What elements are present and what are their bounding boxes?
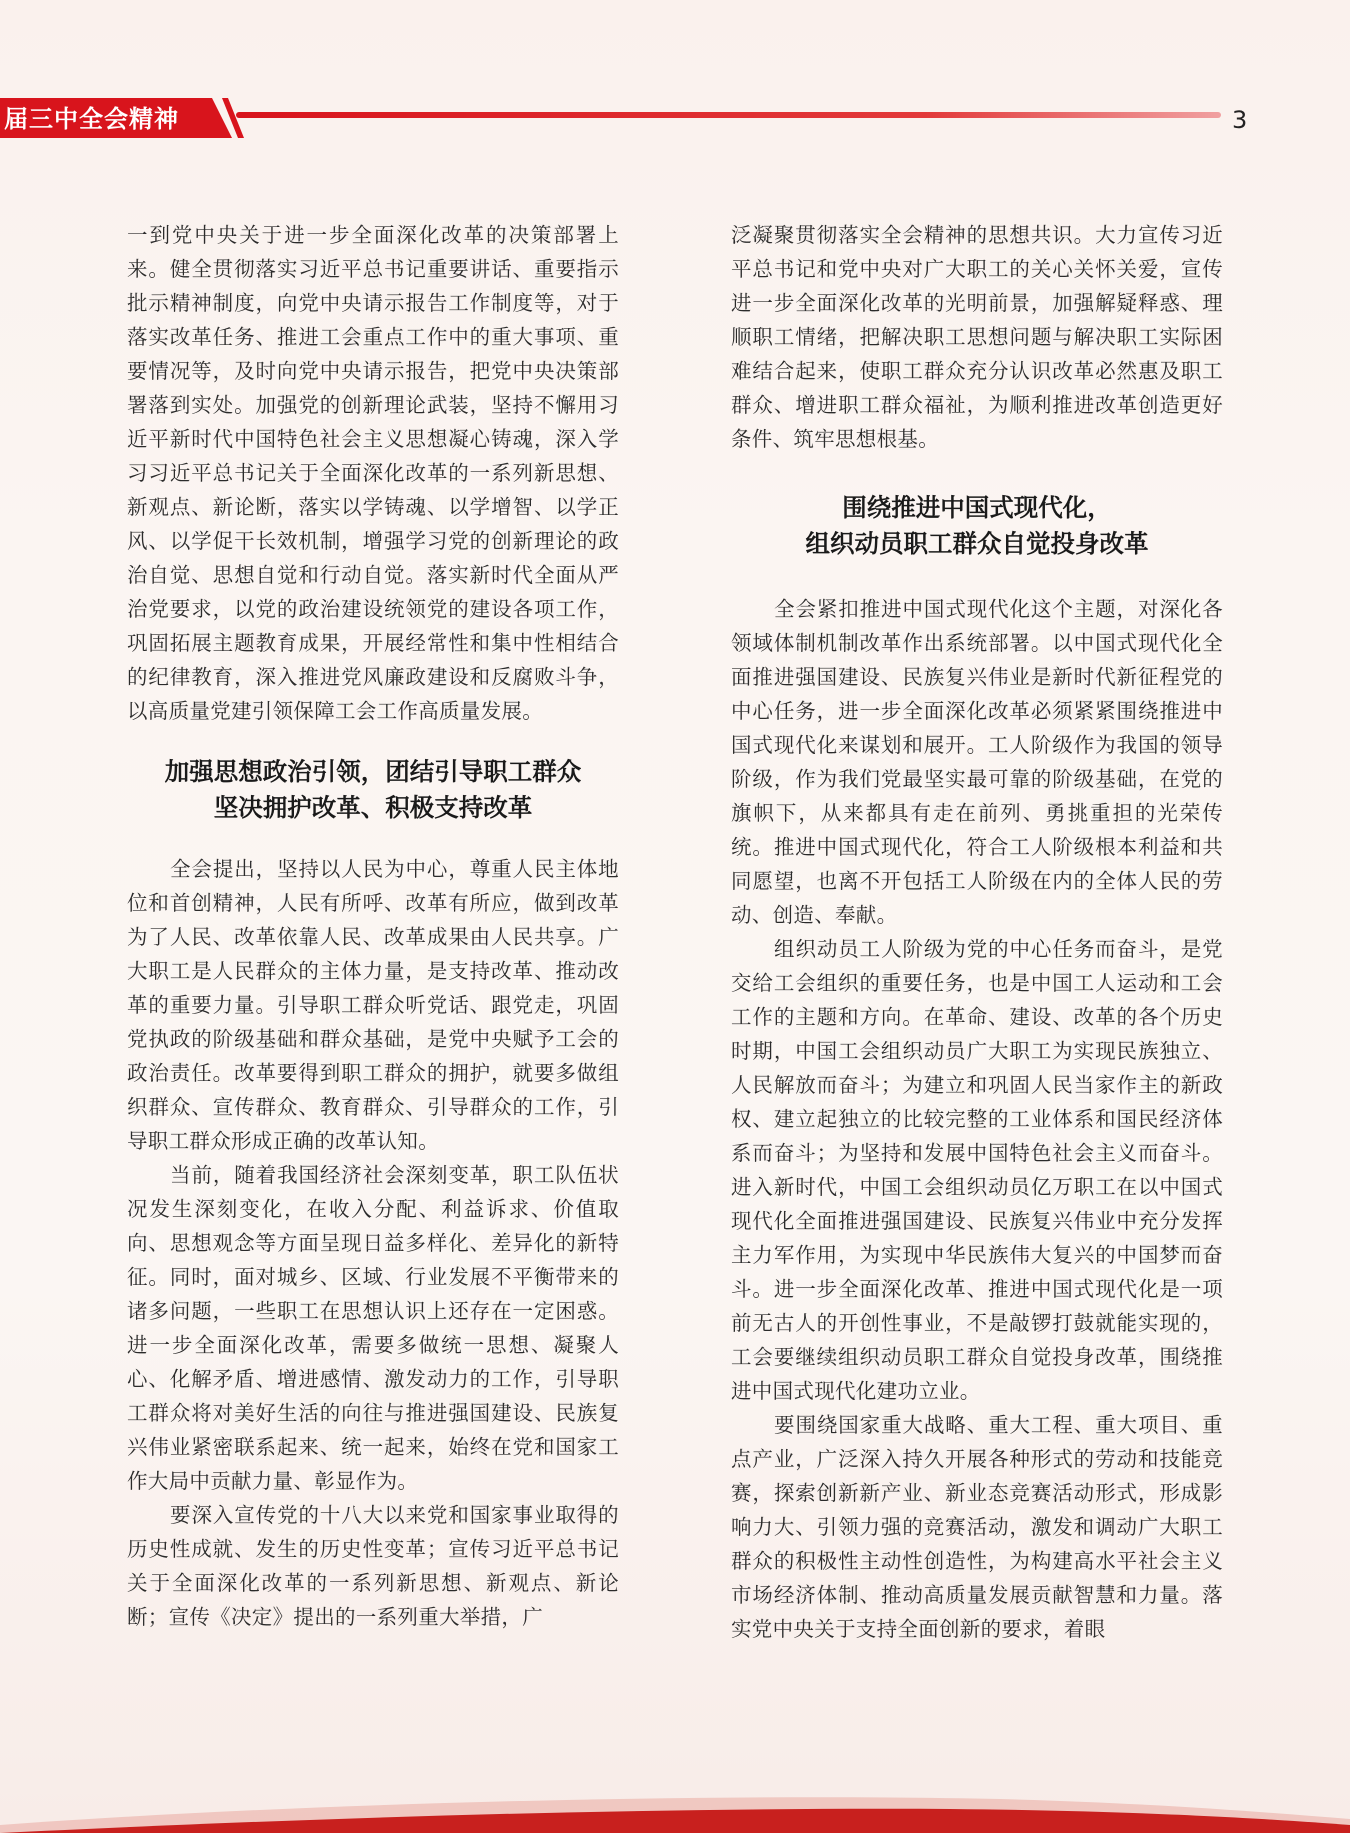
section-heading [731,490,1223,562]
paragraph: 全会紧扣推进中国式现代化这个主题，对深化各领域体制机制改革作出系统部署。以中国式现代化全面推进强国建设、民族复兴伟业是新时代新征程党的中心任务，进一步全面深化改革必须紧紧围绕推进中国式现代化来谋划和展开。工人阶级作为我国的领导阶级，作为我们党最坚实最可靠的阶级基础，在党的旗帜下，从来都具有走在前列、勇挑重担的光荣传统。推进中国式现代化，符合工人阶级根本利益和共同愿望，也离不开包括工人阶级在内的全体人民的劳动、创造、奉献。 [731,597,1223,927]
section-title: 届三中全会精神 [4,105,179,133]
paragraph: 当前，随着我国经济社会深刻变革，职工队伍状况发生深刻变化，在收入分配、利益诉求、价值取向、思想观念等方面呈现日益多样化、差异化的新特征。同时，面对城乡、区域、行业发展不平衡带来的诸多问题，一些职工在思想认识上还存在一定困惑。进一步全面深化改革，需要多做统一思想、凝聚人心、化解矛盾、增进感情、激发动力的工作，引导职工群众将对美好生活的向往与推进强国建设、民族复兴伟业紧密联系起来、统一起来，始终在党和国家工作大局中贡献力量、彰显作为。 [127,1163,619,1493]
paragraph: 要深入宣传党的十八大以来党和国家事业取得的历史性成就、发生的历史性变革；宣传习近平总书记关于全面深化改革的一系列新思想、新观点、新论断；宣传《决定》提出的一系列重大举措，广 [127,1503,619,1629]
paragraph: 要围绕国家重大战略、重大工程、重大项目、重点产业，广泛深入持久开展各种形式的劳动和技能竞赛，探索创新新产业、新业态竞赛活动形式，形成影响力大、引领力强的竞赛活动，激发和调动广大职工群众的积极性主动性创造性，为构建高水平社会主义市场经济体制、推动高质量发展贡献智慧和力量。落实党中央关于支持全面创新的要求，着眼 [731,1413,1223,1641]
heading-line: 加强思想政治引领，团结引导职工群众 [164,757,582,786]
paragraph: 组织动员工人阶级为党的中心任务而奋斗，是党交给工会组织的重要任务，也是中国工人运动和工会工作的主题和方向。在革命、建设、改革的各个历史时期，中国工会组织动员广大职工为实现民族独立、人民解放而奋斗；为建立和巩固人民当家作主的新政权、建立起独立的比较完整的工业体系和国民经济体系而奋斗；为坚持和发展中国特色社会主义而奋斗。进入新时代，中国工会组织动员亿万职工在以中国式现代化全面推进强国建设、民族复兴伟业中充分发挥主力军作用，为实现中华民族伟大复兴的中国梦而奋斗。进一步全面深化改革、推进中国式现代化是一项前无古人的开创性事业，不是敲锣打鼓就能实现的，工会要继续组织动员职工群众自觉投身改革，围绕推进中国式现代化建功立业。 [731,937,1223,1403]
heading-line: 围绕推进中国式现代化， [842,493,1112,522]
heading-line: 坚决拥护改革、积极支持改革 [213,793,533,822]
heading-line: 组织动员职工群众自觉投身改革 [805,529,1149,558]
left-column [127,218,619,1634]
section-heading [127,754,619,826]
header-rule [236,112,1221,118]
paragraph: 一到党中央关于进一步全面深化改革的决策部署上来。健全贯彻落实习近平总书记重要讲话、重要指示批示精神制度，向党中央请示报告工作制度等，对于落实改革任务、推进工会重点工作中的重大事项、重要情况等，及时向党中央请示报告，把党中央决策部署落到实处。加强党的创新理论武装，坚持不懈用习近平新时代中国特色社会主义思想凝心铸魂，深入学习习近平总书记关于全面深化改革的一系列新思想、新观点、新论断，落实以学铸魂、以学增智、以学正风、以学促干长效机制，增强学习党的创新理论的政治自觉、思想自觉和行动自觉。落实新时代全面从严治党要求，以党的政治建设统领党的建设各项工作，巩固拓展主题教育成果，开展经常性和集中性相结合的纪律教育，深入推进党风廉政建设和反腐败斗争，以高质量党建引领保障工会工作高质量发展。 [127,223,619,723]
page-number: 3 [1232,106,1248,134]
paragraph: 全会提出，坚持以人民为中心，尊重人民主体地位和首创精神，人民有所呼、改革有所应，做到改革为了人民、改革依靠人民、改革成果由人民共享。广大职工是人民群众的主体力量，是支持改革、推动改革的重要力量。引导职工群众听党话、跟党走，巩固党执政的阶级基础和群众基础，是党中央赋予工会的政治责任。改革要得到职工群众的拥护，就要多做组织群众、宣传群众、教育群众、引导群众的工作，引导职工群众形成正确的改革认知。 [127,857,619,1153]
paragraph: 泛凝聚贯彻落实全会精神的思想共识。大力宣传习近平总书记和党中央对广大职工的关心关怀关爱，宣传进一步全面深化改革的光明前景，加强解疑释惑、理顺职工情绪，把解决职工思想问题与解决职工实际困难结合起来，使职工群众充分认识改革必然惠及职工群众、增进职工群众福祉，为顺利推进改革创造更好条件、筑牢思想根基。 [731,223,1223,451]
bottom-wave-decoration [0,1763,1350,1833]
right-column [731,218,1223,1646]
